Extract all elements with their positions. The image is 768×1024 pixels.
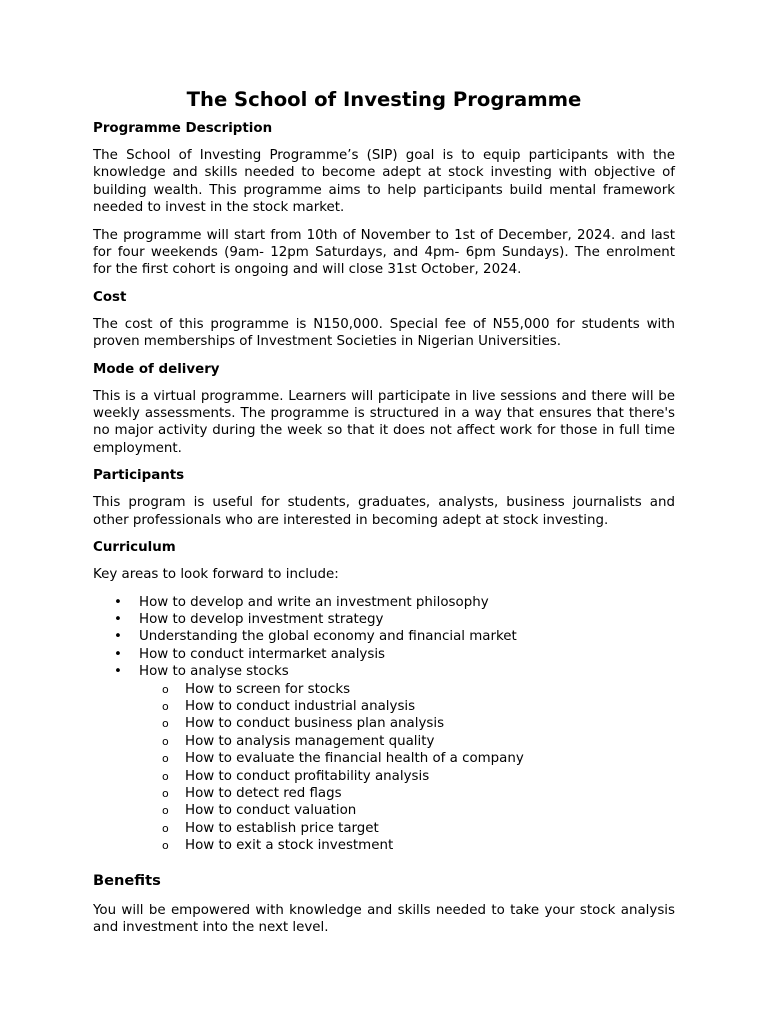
sub-list-item — [93, 750, 675, 767]
sub-list-item-text: How to analysis management quality — [185, 733, 435, 749]
sub-list-item — [93, 785, 675, 802]
section-heading-delivery: Mode of delivery — [93, 361, 220, 377]
sub-bullet-icon: o — [162, 717, 169, 731]
list-item — [93, 646, 675, 663]
sub-list-item — [93, 802, 675, 819]
bullet-icon: • — [114, 594, 122, 610]
bullet-icon: • — [114, 646, 122, 662]
sub-bullet-icon: o — [162, 769, 169, 783]
sub-bullet-icon: o — [162, 699, 169, 713]
list-item — [93, 628, 675, 645]
list-item — [93, 663, 675, 854]
curriculum-sub-list — [139, 681, 675, 855]
sub-list-item — [93, 698, 675, 715]
sub-bullet-icon: o — [162, 734, 169, 748]
participants-paragraph: This program is useful for students, graduates, analysts, business journalists and other professionals who are interested in becoming adept at stock investing. — [93, 495, 675, 528]
list-item — [93, 611, 675, 628]
list-item-text: How to conduct intermarket analysis — [139, 646, 386, 662]
list-item-text: Understanding the global economy and financial market — [139, 629, 517, 645]
sub-bullet-icon: o — [162, 682, 169, 696]
bullet-icon: • — [114, 629, 122, 645]
list-item — [93, 594, 675, 611]
curriculum-list — [93, 594, 675, 855]
sub-list-item — [93, 768, 675, 785]
sub-list-item-text: How to conduct profitability analysis — [185, 768, 430, 784]
list-item-text: How to develop and write an investment philosophy — [139, 594, 489, 610]
section-heading-curriculum: Curriculum — [93, 540, 176, 556]
sub-bullet-icon: o — [162, 752, 169, 766]
curriculum-list-wrap — [93, 594, 675, 855]
section-heading-participants: Participants — [93, 468, 185, 484]
sub-bullet-icon: o — [162, 839, 169, 853]
sub-list-item-text: How to conduct valuation — [185, 803, 357, 819]
sub-list-item-text: How to evaluate the financial health of a company — [185, 751, 524, 767]
sub-list-item-text: How to establish price target — [185, 820, 379, 836]
section-heading-description: Programme Description — [93, 121, 273, 136]
description-paragraph-2: The programme will start from 10th of November to 1st of December, 2024. and last for four weekends (9am- 12pm Saturdays, and 4pm- 6pm Sundays). The enrolment for the first cohort is ongoing and will close 31st October, 2024. — [93, 227, 675, 278]
list-item-text: How to analyse stocks — [139, 664, 289, 680]
sub-list-item-text: How to detect red flags — [185, 785, 342, 801]
sub-list-item — [93, 820, 675, 837]
sub-bullet-icon: o — [162, 804, 169, 818]
sub-list-item — [93, 733, 675, 750]
list-item-text: How to develop investment strategy — [139, 611, 384, 627]
sub-list-item — [93, 837, 675, 854]
description-paragraph-1: The School of Investing Programme’s (SIP) goal is to equip participants with the knowledge and skills needed to become adept at stock investing with objective of building wealth. This programme aims to help participants build mental framework needed to invest in the stock market. — [93, 148, 675, 216]
benefits-paragraph: You will be empowered with knowledge and skills needed to take your stock analysis and investment into the next level. — [93, 902, 675, 935]
bullet-icon: • — [114, 664, 122, 680]
sub-list-item-text: How to exit a stock investment — [185, 838, 394, 854]
sub-list-item — [93, 715, 675, 732]
sub-list-item — [93, 681, 675, 698]
curriculum-intro: Key areas to look forward to include: — [93, 567, 339, 583]
page-title: The School of Investing Programme — [186, 88, 582, 111]
delivery-paragraph: This is a virtual programme. Learners will participate in live sessions and there will be weekly assessments. The programme is structured in a way that ensures that there's no major activity during the week so that it does not affect work for those in full time employment. — [93, 388, 675, 456]
cost-paragraph: The cost of this programme is N150,000. Special fee of N55,000 for students with proven memberships of Investment Societies in Nigerian Universities. — [93, 316, 675, 350]
sub-list-item-text: How to screen for stocks — [185, 681, 351, 697]
sub-bullet-icon: o — [162, 786, 169, 800]
bullet-icon: • — [114, 611, 122, 627]
sub-list-item-text: How to conduct business plan analysis — [185, 716, 445, 732]
sub-list-item-text: How to conduct industrial analysis — [185, 698, 416, 714]
section-heading-benefits: Benefits — [93, 871, 161, 889]
section-heading-cost: Cost — [93, 289, 127, 305]
sub-bullet-icon: o — [162, 821, 169, 835]
